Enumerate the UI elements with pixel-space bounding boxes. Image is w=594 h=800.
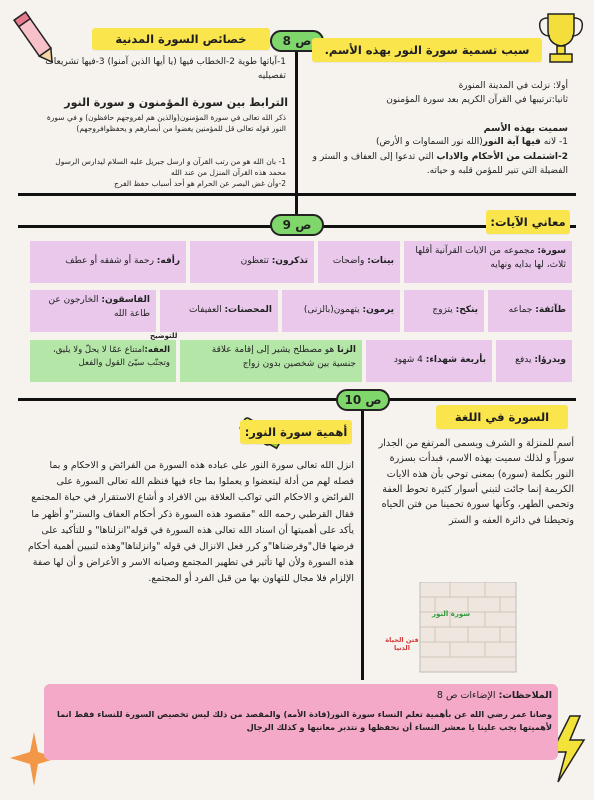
- features-title: خصائص السورة المدنية: [92, 28, 270, 50]
- features-text: 1-آياتها طوية 2-الخطاب فيها (يا أيها الذين آمنوا) 3-فيها تشريعات تفصيليه: [45, 57, 286, 81]
- link-title: الترابط بين سورة المؤمنون و سورة النور: [64, 96, 288, 109]
- importance-text: انزل الله تعالى سورة النور على عباده هذه السورة من الفرائض و الاحكام و بما فصله لهم من أدلة ليتعضوا و يعملوا بما جاء فيها فنظم الله تعالى السورة على الفرائض و الاحكام التي تواكب العلاقة بين الافراد و أشاع الاستقرار في حياة المجتمع فقال القرطبي رحمه الله "مقصود هذه السورة ذكر أحكام العفاف والستر"و أظهر ما يأكد على أهميتها أن اسناد الله تعالى هذه السورة في قوله"انزلناها" و للتأكيد على فرضها قال"وفرضناها"و كرر فعل الانزال في قوله "وانزلناها"وهذه لتبيين أهمية أحكام هذه السورة ولأن لها تأثير في تطهير المجتمع وصيانه الاسر و الأعراض و أن لها صفة الإلزام فلا مجال للتهاون بها من قبل الفرد أو المجتمع.: [28, 460, 354, 585]
- timeline-horizontal-top: [18, 193, 576, 196]
- naming-point2: 2-اشتملت من الأحكام والاداب التي تدعوا إلى العفاف و الستر و الفضيلة التي تنير للمؤمن قلبه و حياته.: [312, 152, 568, 176]
- meaning-arbaa-shuhada: بأربعة شهداء: 4 شهود: [366, 340, 492, 382]
- meaning-taifah: طآئفة: جماعه: [488, 290, 572, 332]
- notes-text: وصانا عمر رضي الله عن بأهمية تعلم النساء سورة النور(قادة الأمه) والمقصد من ذلك ليس تخصيص السورة للنساء فقط انما لأهميتها يجب علينا يا معشر النساء أن نحفظها و نتدبر معانيها و كذلك الرجال: [57, 709, 552, 733]
- meaning-muhsanat: المحصنات: العفيفات: [160, 290, 278, 332]
- fitan-label: فتن الحياة الدنيا: [385, 636, 419, 653]
- clarify-label: للتوضيح: [150, 332, 178, 340]
- meaning-iffah: العفه:امتناع عمّا لا يحلّ ولا يليق، وتجنّب سيّئ القول والفعل: [30, 340, 176, 382]
- page-badge-8: ص 8: [270, 30, 324, 52]
- lang-title: السورة في اللغة: [436, 405, 568, 429]
- naming-subhead: سميت بهذه الأسم: [483, 123, 568, 134]
- meaning-surah: سورة: مجموعه من الايات القرآنية أقلها ثلاث، لها بدايه ونهايه: [404, 241, 572, 283]
- link-p3: 2-وأن غض البصر عن الحرام هو أحد أسباب حفظ الفرج: [114, 179, 286, 188]
- timeline-vertical-p10: [361, 398, 364, 680]
- meanings-title: معاني الآيات:: [486, 210, 570, 234]
- brick-wall-icon: [390, 582, 518, 674]
- meaning-zina: الزنا هو مصطلح يشير إلى إقامة علاقة جنسية بين شخصين بدون زواج: [180, 340, 362, 382]
- notes-header: الملاحظات: الإضاءات ص 8: [436, 690, 552, 701]
- naming-title: سبب تسمية سورة النور بهذه الأسم.: [312, 38, 542, 62]
- meaning-bayyinat: بينات: واضحات: [318, 241, 400, 283]
- page-badge-10: ص 10: [336, 389, 390, 411]
- meaning-tadhakkarun: تذكرون: تتعظون: [190, 241, 314, 283]
- meaning-fasiqun: الفاسقون: الخارجون عن طاعة الله: [30, 290, 156, 332]
- page-badge-9: ص 9: [270, 214, 324, 236]
- trophy-icon: [536, 10, 586, 66]
- importance-title: أهمية سورة النور:: [240, 420, 352, 444]
- timeline-vertical-top: [295, 40, 298, 225]
- naming-line2: ثانيا:ترتيبها في القرآن الكريم بعد سورة المؤمنون: [386, 95, 568, 105]
- meaning-rafah: رأفه: رحمة أو شفقه أو عطف: [30, 241, 186, 283]
- wall-label: سورة النور: [432, 610, 471, 618]
- timeline-horizontal-p10: [18, 398, 576, 401]
- naming-line1: أولا: نزلت في المدينة المنورة: [458, 81, 568, 91]
- meaning-yarmun: يرمون: يتهمون(بالزنى): [282, 290, 400, 332]
- meaning-yankih: ينكح: يتزوج: [404, 290, 484, 332]
- lang-text: أسم للمنزلة و الشرف ويسمى المرتفع من الجدار سوراً و لذلك سميت بهذه الاسم، فبدأت بسزرة النور بكلمة (سورة) بمعنى توحي بأن هذه الايات الكريمة إنما جائت لتبني أسوار كثيرة تحوط العفة وتحمي الطهر، وكأنها سورة تحمينا من فتن الحياه وتحيطنا في دائرة العفه و الستر: [378, 438, 574, 526]
- naming-point1: 1- لانه فيها آية النور(الله نور السماوات و الأرض): [376, 137, 568, 147]
- meaning-yadrau: ويدرؤا: يدفع: [496, 340, 572, 382]
- link-p2: 1- بان الله هو من رتب القرآن و ارسل جبريل عليه السلام ليدارس الرسول محمد هذه القرآن المنزل من عند الله: [55, 157, 286, 178]
- link-p1: ذكر الله تعالى في سورة المؤمنون(والذين هم لفروجهم حافظون) و في سورة النور قوله تعالى قل للمؤمنين يغضوا من أبصارهم و يحفظوافروجهم): [46, 113, 286, 134]
